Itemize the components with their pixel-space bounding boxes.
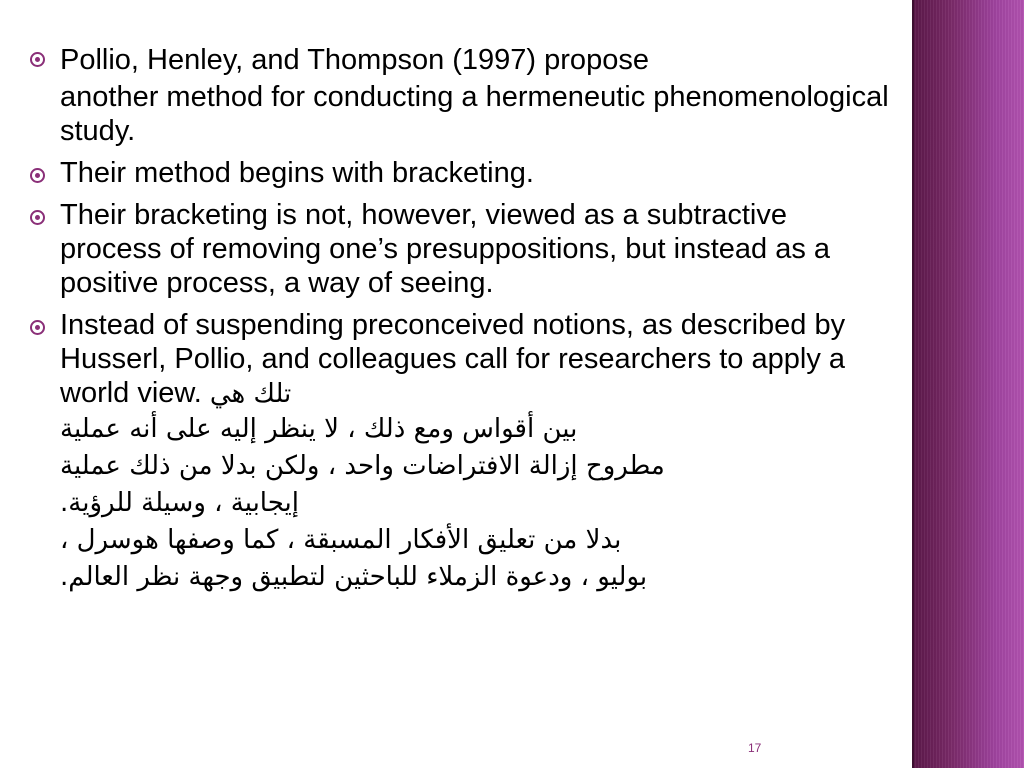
bullet-item xyxy=(30,198,890,300)
arabic-text-line: إيجابية ، وسيلة للرؤية. xyxy=(60,488,299,518)
bullet-item xyxy=(30,308,890,596)
page-number: 17 xyxy=(748,741,762,755)
arabic-text-line: بدلا من تعليق الأفكار المسبقة ، كما وصفها هوسرل ، xyxy=(60,525,622,555)
bullet-text: Their bracketing is not, however, viewed as a subtractive process of removing one’s presuppositions, but instead as a positive process, a way of seeing. xyxy=(60,199,831,299)
arabic-text-line: مطروح إزالة الافتراضات واحد ، ولكن بدلا من ذلك عملية xyxy=(60,451,665,481)
bullet-text: Their method begins with bracketing. xyxy=(60,157,534,189)
bullet-item xyxy=(30,156,890,190)
arabic-text-line: بوليو ، ودعوة الزملاء للباحثين لتطبيق وجهة نظر العالم. xyxy=(60,562,648,592)
bullet-item xyxy=(30,40,890,148)
decorative-side-band xyxy=(912,0,1024,768)
bullet-text-line: Pollio, Henley, and Thompson (1997) propose xyxy=(60,44,649,76)
bullet-text xyxy=(60,308,890,411)
circle-dot-icon xyxy=(30,320,45,335)
bullet-list xyxy=(30,40,890,604)
circle-dot-icon xyxy=(30,52,45,67)
arabic-inline-text: تلك هي xyxy=(209,379,292,409)
arabic-text-line: بين أقواس ومع ذلك ، لا ينظر إليه على أنه عملية xyxy=(60,414,578,444)
side-band-texture xyxy=(912,0,1024,768)
circle-dot-icon xyxy=(30,168,45,183)
bullet-text: another method for conducting a hermeneutic phenomenological study. xyxy=(60,81,889,147)
circle-dot-icon xyxy=(30,210,45,225)
bullet-english-text: Instead of suspending preconceived notions, as described by Husserl, Pollio, and colleagues call for researchers to apply a world view. xyxy=(60,309,846,409)
side-band-edge xyxy=(912,0,914,768)
